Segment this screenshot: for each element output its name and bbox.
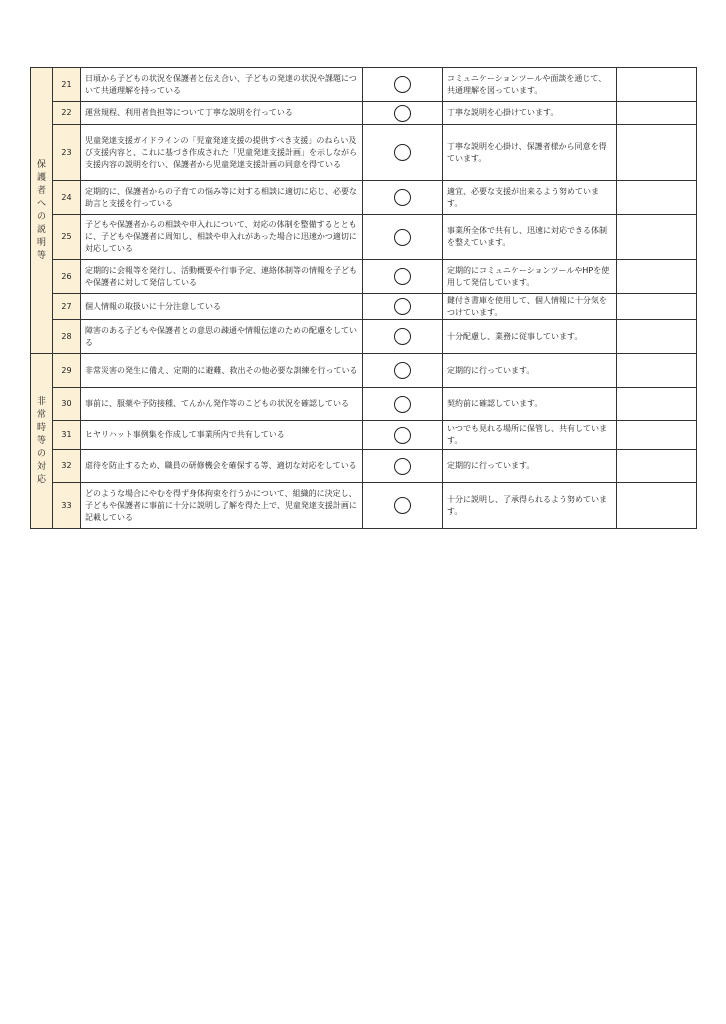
table-row — [31, 102, 697, 125]
item-text: 定期的に会報等を発行し、活動概要や行事予定、連絡体制等の情報を子どもや保護者に対して発信している — [81, 260, 363, 294]
item-text: 障害のある子どもや保護者との意思の疎通や情報伝達のための配慮をしている — [81, 320, 363, 354]
table-row — [31, 483, 697, 529]
comment-text: 事業所全体で共有し、迅速に対応できる体制を整えています。 — [443, 215, 617, 260]
answer-cell — [363, 68, 443, 102]
circle-mark-icon — [394, 144, 411, 161]
item-text: 定期的に、保護者からの子育ての悩み等に対する相談に適切に応じ、必要な助言と支援を行っている — [81, 181, 363, 215]
item-text: 子どもや保護者からの相談や申入れについて、対応の体制を整備するとともに、子どもや保護者に周知し、相談や申入れがあった場合に迅速かつ適切に対応している — [81, 215, 363, 260]
answer-cell — [363, 421, 443, 450]
item-text: ヒヤリハット事例集を作成して事業所内で共有している — [81, 421, 363, 450]
answer-cell — [363, 181, 443, 215]
item-number: 26 — [53, 260, 81, 294]
item-number: 22 — [53, 102, 81, 125]
blank-cell — [617, 450, 697, 483]
blank-cell — [617, 68, 697, 102]
blank-cell — [617, 102, 697, 125]
item-number: 33 — [53, 483, 81, 529]
item-text: 児童発達支援ガイドラインの「児童発達支援の提供すべき支援」のねらい及び支援内容と、これに基づき作成された「児童発達支援計画」を示しながら支援内容の説明を行い、保護者から児童発達支援計画の同意を得ている — [81, 125, 363, 181]
item-number: 27 — [53, 294, 81, 320]
blank-cell — [617, 421, 697, 450]
table-row — [31, 388, 697, 421]
item-number: 31 — [53, 421, 81, 450]
table-row — [31, 125, 697, 181]
comment-text: いつでも見れる場所に保管し、共有しています。 — [443, 421, 617, 450]
table-row — [31, 294, 697, 320]
table-row — [31, 215, 697, 260]
item-text: 事前に、服薬や予防接種、てんかん発作等のこどもの状況を確認している — [81, 388, 363, 421]
answer-cell — [363, 102, 443, 125]
blank-cell — [617, 215, 697, 260]
circle-mark-icon — [394, 497, 411, 514]
blank-cell — [617, 294, 697, 320]
circle-mark-icon — [394, 76, 411, 93]
comment-text: 十分に説明し、了承得られるよう努めています。 — [443, 483, 617, 529]
comment-text: 適宜、必要な支援が出来るよう努めています。 — [443, 181, 617, 215]
comment-text: 定期的に行っています。 — [443, 450, 617, 483]
answer-cell — [363, 260, 443, 294]
item-text: 虐待を防止するため、職員の研修機会を確保する等、適切な対応をしている — [81, 450, 363, 483]
comment-text: 定期的に行っています。 — [443, 354, 617, 388]
item-text: 日頃から子どもの状況を保護者と伝え合い、子どもの発達の状況や課題について共通理解を持っている — [81, 68, 363, 102]
item-number: 25 — [53, 215, 81, 260]
circle-mark-icon — [394, 427, 411, 444]
answer-cell — [363, 388, 443, 421]
item-number: 32 — [53, 450, 81, 483]
item-number: 30 — [53, 388, 81, 421]
section-label — [31, 354, 53, 529]
answer-cell — [363, 450, 443, 483]
circle-mark-icon — [394, 362, 411, 379]
section-name: 非常時等の対応 — [36, 396, 46, 485]
section-label — [31, 68, 53, 354]
table-row — [31, 421, 697, 450]
item-number: 29 — [53, 354, 81, 388]
blank-cell — [617, 320, 697, 354]
comment-text: 十分配慮し、業務に従事しています。 — [443, 320, 617, 354]
answer-cell — [363, 125, 443, 181]
answer-cell — [363, 320, 443, 354]
table-row — [31, 320, 697, 354]
item-number: 24 — [53, 181, 81, 215]
circle-mark-icon — [394, 268, 411, 285]
blank-cell — [617, 260, 697, 294]
blank-cell — [617, 125, 697, 181]
blank-cell — [617, 483, 697, 529]
item-text: 個人情報の取扱いに十分注意している — [81, 294, 363, 320]
section-name: 保護者への説明等 — [36, 159, 46, 261]
circle-mark-icon — [394, 105, 411, 122]
circle-mark-icon — [394, 458, 411, 475]
table-row — [31, 450, 697, 483]
table-row — [31, 181, 697, 215]
table-row — [31, 68, 697, 102]
item-text: 運営規程、利用者負担等について丁寧な説明を行っている — [81, 102, 363, 125]
blank-cell — [617, 354, 697, 388]
comment-text: 鍵付き書庫を使用して、個人情報に十分気をつけています。 — [443, 294, 617, 320]
answer-cell — [363, 294, 443, 320]
item-text: どのような場合にやむを得ず身体拘束を行うかについて、組織的に決定し、子どもや保護者に事前に十分に説明し了解を得た上で、児童発達支援計画に記載している — [81, 483, 363, 529]
circle-mark-icon — [394, 298, 411, 315]
item-number: 28 — [53, 320, 81, 354]
blank-cell — [617, 388, 697, 421]
comment-text: コミュニケーションツールや面談を通じて、共通理解を図っています。 — [443, 68, 617, 102]
circle-mark-icon — [394, 229, 411, 246]
comment-text: 契約前に確認しています。 — [443, 388, 617, 421]
comment-text: 丁寧な説明を心掛けています。 — [443, 102, 617, 125]
answer-cell — [363, 354, 443, 388]
circle-mark-icon — [394, 328, 411, 345]
comment-text: 定期的にコミュニケーションツールやHPを使用して発信しています。 — [443, 260, 617, 294]
circle-mark-icon — [394, 396, 411, 413]
answer-cell — [363, 215, 443, 260]
table-row — [31, 354, 697, 388]
table-row — [31, 260, 697, 294]
evaluation-table — [30, 67, 697, 529]
item-number: 23 — [53, 125, 81, 181]
item-number: 21 — [53, 68, 81, 102]
answer-cell — [363, 483, 443, 529]
circle-mark-icon — [394, 189, 411, 206]
blank-cell — [617, 181, 697, 215]
item-text: 非常災害の発生に備え、定期的に避難、救出その他必要な訓練を行っている — [81, 354, 363, 388]
comment-text: 丁寧な説明を心掛け、保護者様から同意を得ています。 — [443, 125, 617, 181]
